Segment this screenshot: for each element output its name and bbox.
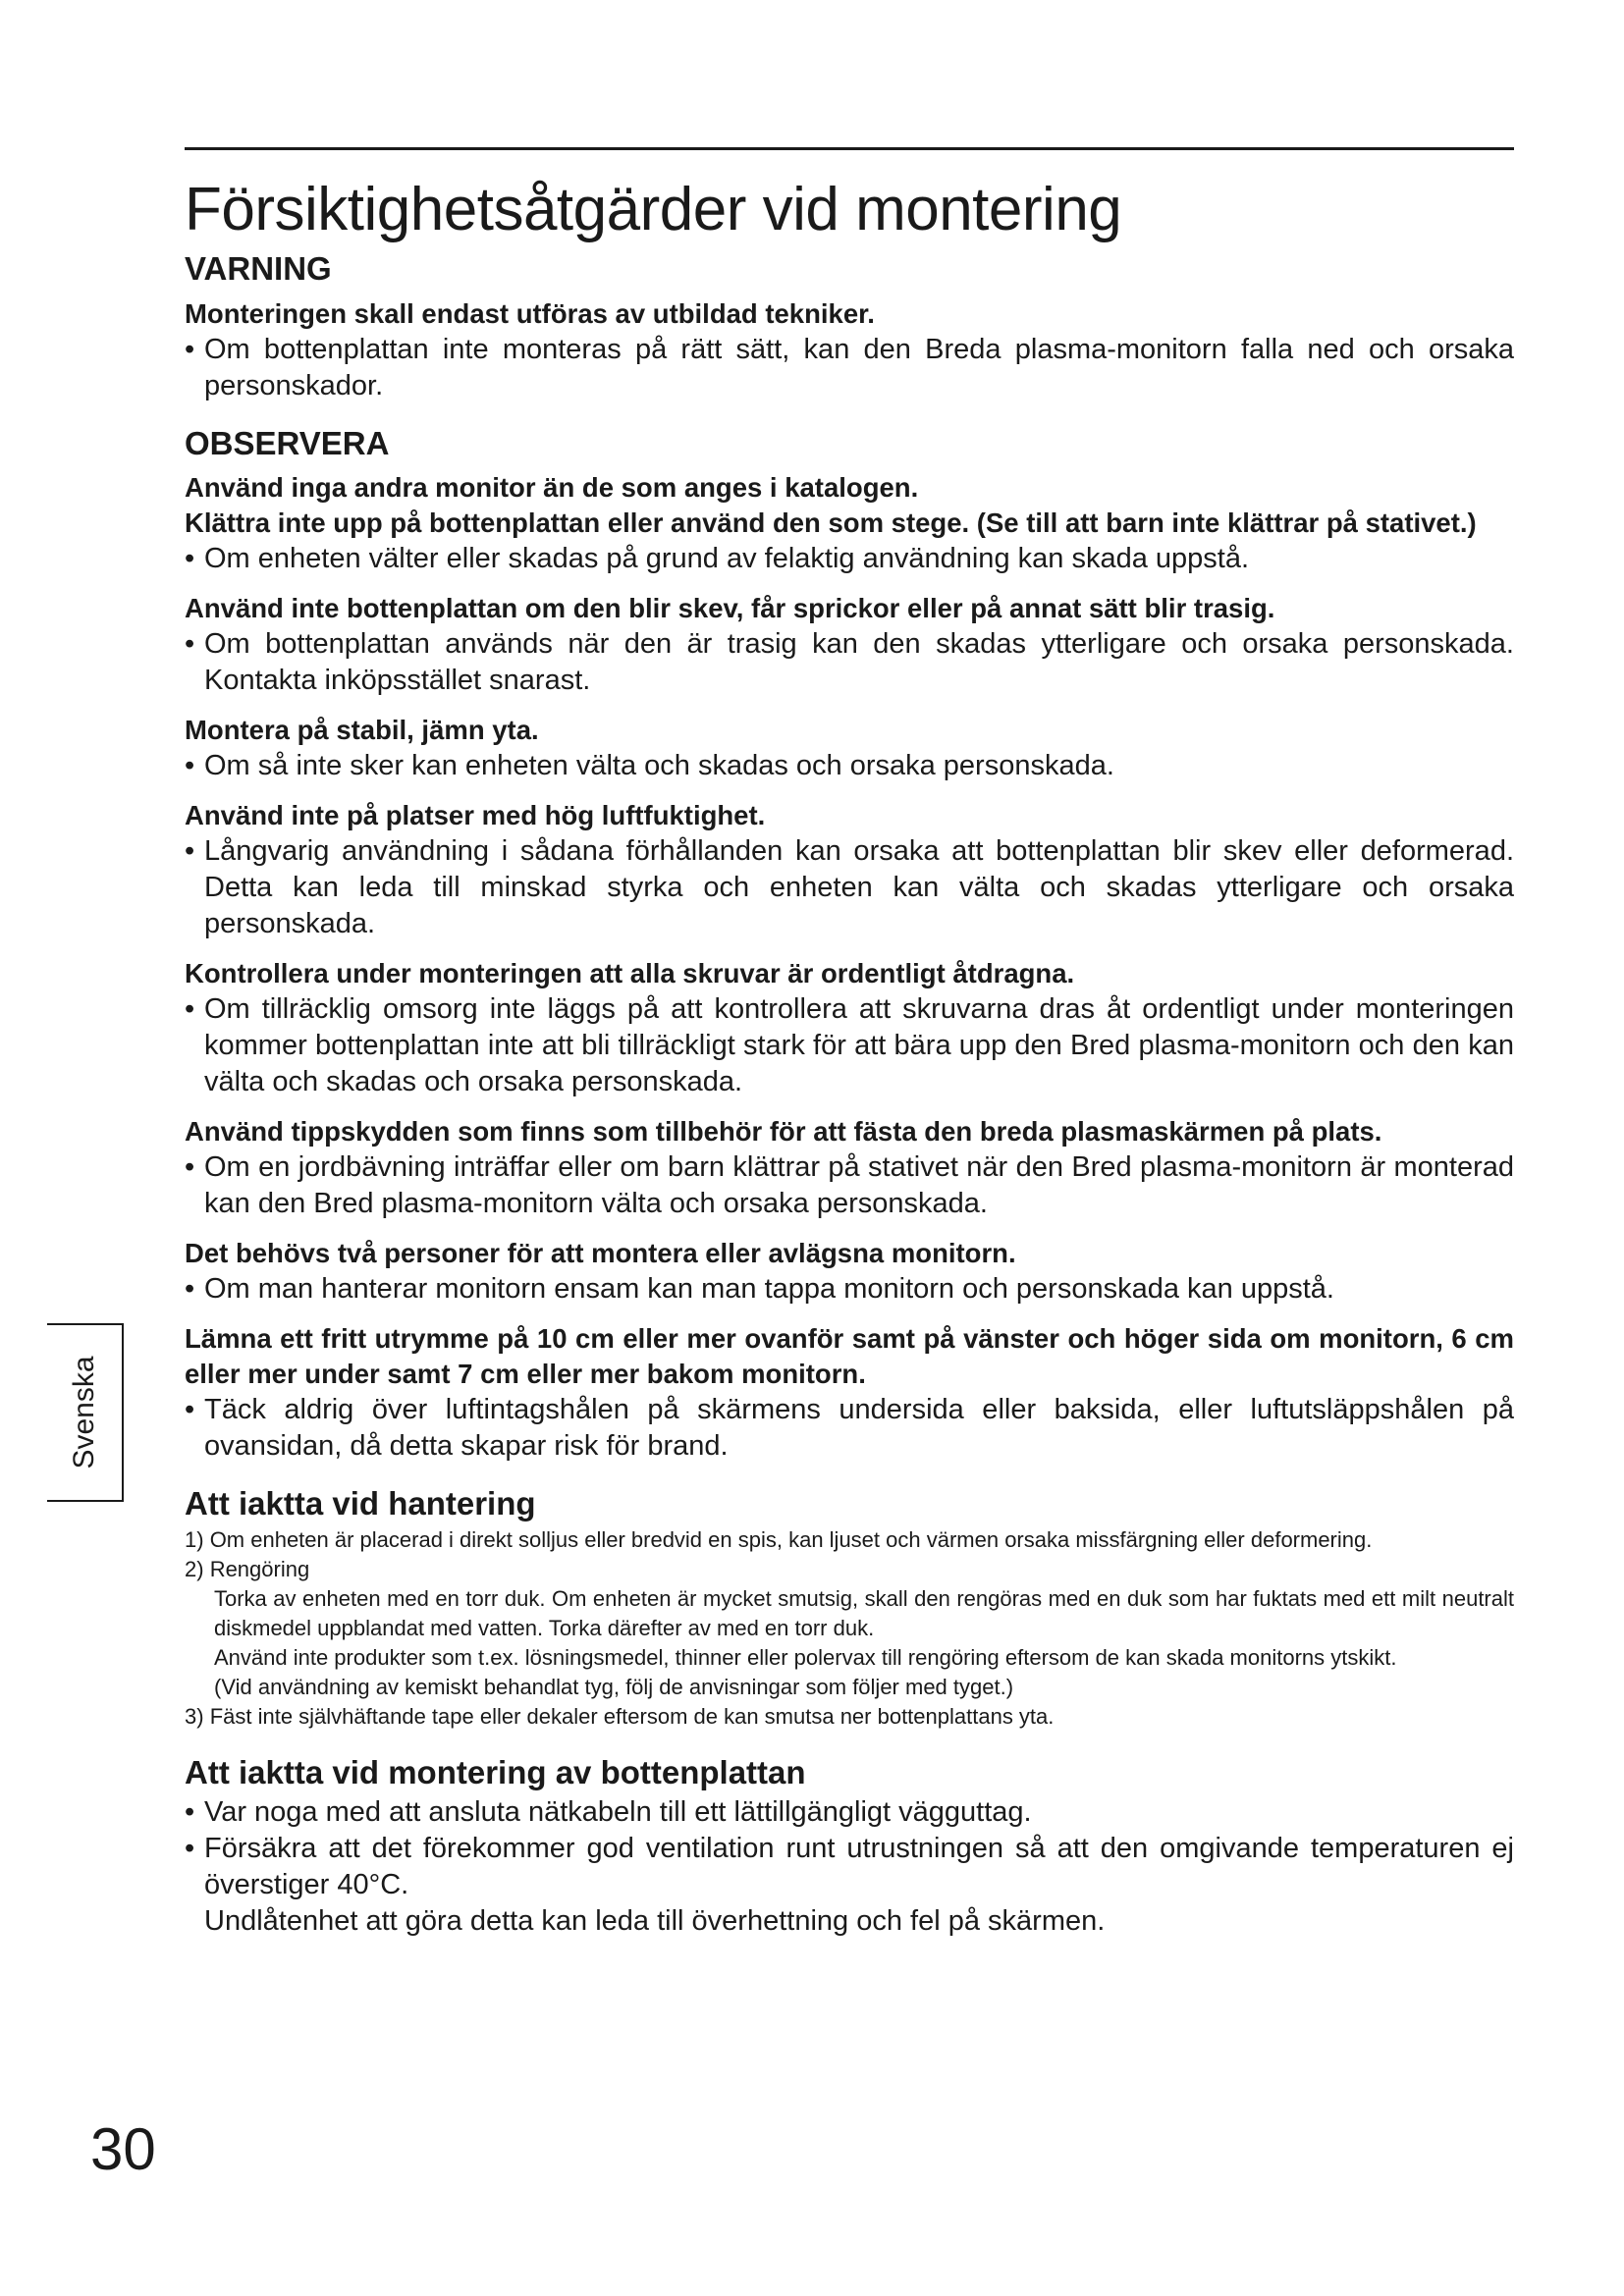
caution-item (185, 1114, 1514, 1222)
bullet-dot: • (185, 750, 195, 782)
caution-section (185, 470, 1514, 1465)
caution-bold-line: Använd inte bottenplattan om den blir skev, får sprickor eller på annat sätt blir trasig. (185, 593, 1275, 624)
bullet-body: Var noga med att ansluta nätkabeln till ett lättillgängligt vägguttag. (204, 1795, 1032, 1828)
bullet-body: Om bottenplattan används när den är trasig kan den skadas ytterligare och orsaka personskada. Kontakta inköpsstället snarast. (204, 628, 1514, 697)
bullet-dot: • (185, 628, 195, 661)
bullet-text (185, 332, 1514, 404)
bullet-text (185, 626, 1514, 699)
item-text: Om enheten är placerad i direkt solljus eller bredvid en spis, kan ljuset och värmen orsaka missfärgning eller deformering. (209, 1526, 1373, 1552)
item-number: 3) (185, 1703, 204, 1729)
bullet-body: Om bottenplattan inte monteras på rätt sätt, kan den Breda plasma-monitorn falla ned och orsaka personskador. (204, 333, 1514, 401)
page-number: 30 (90, 2116, 156, 2182)
bullet-dot: • (185, 993, 195, 1026)
caution-item (185, 591, 1514, 699)
bullet-dot: • (185, 1273, 195, 1306)
page-title: Försiktighetsåtgärder vid montering (185, 176, 1122, 243)
bullet-dot: • (185, 1394, 195, 1426)
item-text: Rengöring (209, 1556, 310, 1581)
bullet-body: Försäkra att det förekommer god ventilation runt utrustningen så att den omgivande temperaturen ej överstiger 40°C. (204, 1832, 1514, 1900)
caution-bold-line: Montera på stabil, jämn yta. (185, 715, 539, 746)
top-rule (185, 147, 1514, 150)
bullet-text (185, 748, 1514, 784)
caution-bold-line: Klättra inte upp på bottenplattan eller använd den som stege. (Se till att barn inte klättrar på stativet.) (185, 507, 1477, 539)
bullet-text (185, 1271, 1514, 1308)
bullet-body: Långvarig användning i sådana förhållanden kan orsaka att bottenplattan blir skev eller deformerad. Detta kan leda till minskad styrka och enheten kan välta och skadas ytterligare och orsaka personskada. (204, 835, 1514, 940)
sub-paragraph: (Vid användning av kemiskt behandlat tyg, följ de anvisningar som följer med tyget.) (214, 1674, 1014, 1699)
bullet-dot: • (185, 1795, 195, 1828)
language-label: Svenska (68, 1356, 100, 1469)
bullet-body: Om så inte sker kan enheten välta och skadas och orsaka personskada. (204, 750, 1114, 782)
handling-section (185, 1525, 1514, 1732)
bullet-text (185, 1794, 1514, 1831)
numbered-item (185, 1702, 1514, 1732)
caution-heading: OBSERVERA (185, 424, 390, 461)
language-side-tab (47, 1323, 124, 1502)
mounting-section (185, 1794, 1514, 1940)
bullet-body: Om tillräcklig omsorg inte läggs på att kontrollera att skruvarna dras åt ordentligt under monteringen kommer bottenplattan inte att bli tillräckligt stark för att bära upp den Bred plasma-monitorn och den kan välta och skadas och orsaka personskada. (204, 993, 1514, 1098)
bullet-text (185, 833, 1514, 942)
handling-heading: Att iaktta vid hantering (185, 1485, 536, 1522)
bullet-body: Om en jordbävning inträffar eller om barn klättrar på stativet när den Bred plasma-monitorn är monterad kan den Bred plasma-monitorn välta och orsaka personskada. (204, 1151, 1514, 1220)
caution-item (185, 1236, 1514, 1308)
warning-bold-line: Monteringen skall endast utföras av utbildad tekniker. (185, 297, 875, 329)
bullet-text (185, 991, 1514, 1100)
caution-bold-line: Använd tippskydden som finns som tillbehör för att fästa den breda plasmaskärmen på plats. (185, 1116, 1382, 1148)
bullet-dot: • (185, 333, 195, 365)
caution-bold-line: Använd inga andra monitor än de som anges i katalogen. (185, 472, 919, 504)
sub-paragraph: Torka av enheten med en torr duk. Om enheten är mycket smutsig, skall den rengöras med en duk som har fuktats med ett milt neutralt diskmedel uppblandat med vatten. Torka därefter av med en torr duk. (214, 1585, 1514, 1640)
bullet-text (185, 1149, 1514, 1222)
caution-item (185, 1321, 1514, 1465)
bullet-dot: • (185, 1151, 195, 1184)
caution-bold-line: Lämna ett fritt utrymme på 10 cm eller mer ovanför samt på vänster och höger sida om monitorn, 6 cm eller mer under samt 7 cm eller mer bakom monitorn. (185, 1323, 1514, 1390)
sub-paragraph: Använd inte produkter som t.ex. lösningsmedel, thinner eller polervax till rengöring eftersom de kan skada monitorns ytskikt. (214, 1644, 1397, 1670)
warning-section (185, 296, 1514, 404)
caution-bold-line: Kontrollera under monteringen att alla skruvar är ordentligt åtdragna. (185, 958, 1075, 989)
caution-item (185, 956, 1514, 1100)
caution-item (185, 798, 1514, 942)
bullet-dot: • (185, 835, 195, 868)
mounting-note: Undlåtenhet att göra detta kan leda till överhettning och fel på skärmen. (204, 1904, 1106, 1937)
page-content (185, 177, 1514, 1940)
mounting-heading: Att iaktta vid montering av bottenplattan (185, 1753, 806, 1790)
numbered-item (185, 1555, 1514, 1584)
item-number: 2) (185, 1556, 204, 1581)
item-number: 1) (185, 1526, 204, 1552)
caution-item (185, 470, 1514, 577)
bullet-text (185, 541, 1514, 577)
numbered-item (185, 1525, 1514, 1555)
warning-item (185, 296, 1514, 404)
bullet-body: Om man hanterar monitorn ensam kan man tappa monitorn och personskada kan uppstå. (204, 1273, 1334, 1306)
bullet-text (185, 1392, 1514, 1465)
caution-bold-line: Det behövs två personer för att montera eller avlägsna monitorn. (185, 1238, 1016, 1269)
item-text: Fäst inte självhäftande tape eller dekaler eftersom de kan smutsa ner bottenplattans yta. (209, 1703, 1055, 1729)
bullet-text (185, 1831, 1514, 1903)
bullet-body: Täck aldrig över luftintagshålen på skärmens undersida eller baksida, eller luftutsläppshålen på ovansidan, då detta skapar risk för brand. (204, 1394, 1514, 1463)
bullet-dot: • (185, 1832, 195, 1864)
bullet-body: Om enheten välter eller skadas på grund av felaktig användning kan skada uppstå. (204, 543, 1250, 575)
bullet-dot: • (185, 543, 195, 575)
caution-bold-line: Använd inte på platser med hög luftfuktighet. (185, 800, 766, 831)
warning-heading: VARNING (185, 250, 332, 288)
caution-item (185, 713, 1514, 784)
